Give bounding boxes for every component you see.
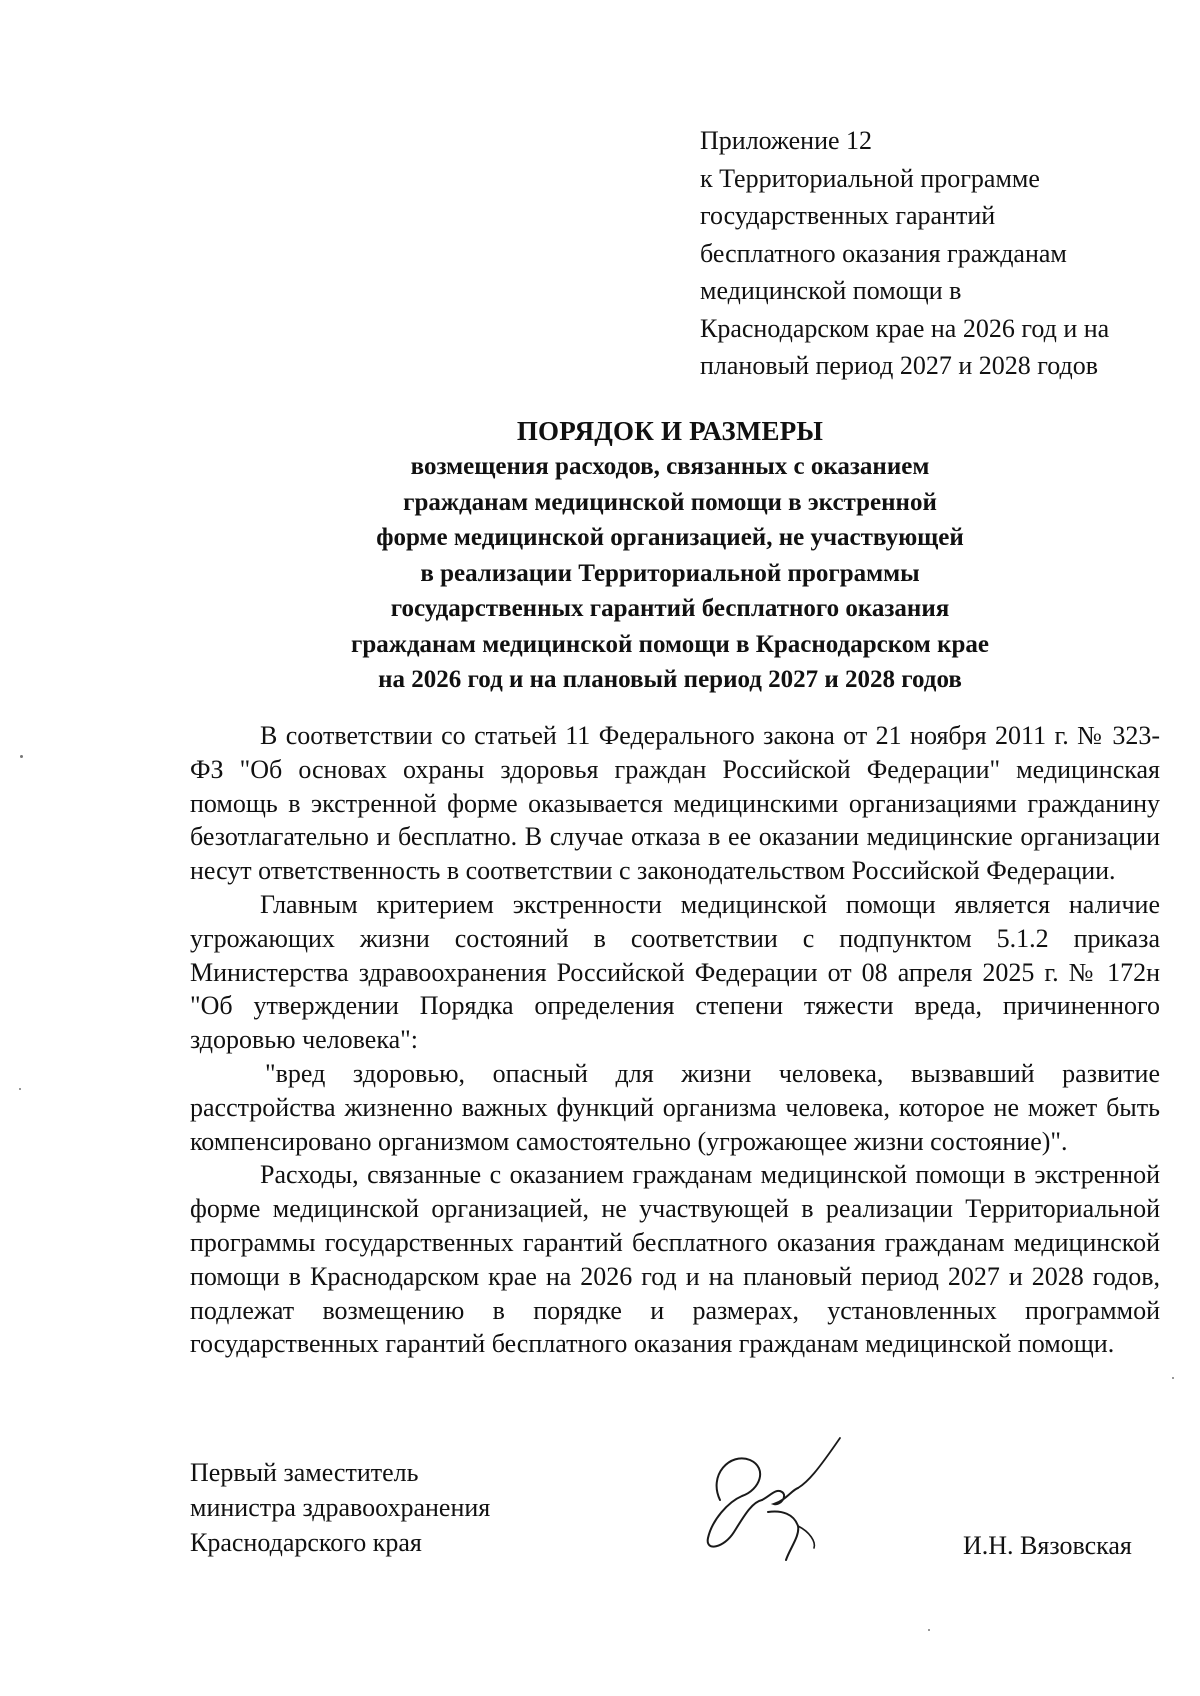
scan-speck [19,1088,21,1090]
document-title [140,413,1200,698]
body-quote-paragraph: "вред здоровью, опасный для жизни человека, вызвавший развитие расстройства жизненно важных функций организма человека, которое не может быть компенсировано организмом самостоятельно (угрожающее жизни состояние)". [190,1058,1160,1156]
title-sub-line: форме медицинской организацией, не участвующей [376,524,964,551]
signatory-position-line: министра здравоохранения [190,1493,491,1522]
appendix-line: бесплатного оказания гражданам [700,238,1067,268]
title-sub-line: государственных гарантий бесплатного оказания [390,595,950,622]
appendix-line: плановый период 2027 и 2028 годов [700,351,1099,380]
appendix-line: к Территориальной программе [700,163,1040,193]
appendix-line: Приложение 12 [700,126,873,155]
handwritten-signature [690,1430,850,1565]
scan-speck [928,1629,930,1631]
title-sub-line: в реализации Территориальной программы [420,559,920,587]
appendix-header [700,122,1160,385]
title-sub-line: на 2026 год и на плановый период 2027 и 2028 годов [378,666,962,693]
scan-speck [20,755,23,758]
signatory-position [190,1455,490,1560]
title-sub-line: гражданам медицинской помощи в экстренной [403,488,937,516]
title-subtitle [140,449,1200,698]
signatory-position-line: Краснодарского края [190,1528,422,1557]
scan-speck [1172,1377,1174,1379]
appendix-line: Краснодарском крае на 2026 год и на [700,313,1110,343]
title-sub-line: гражданам медицинской помощи в Краснодарском крае [351,630,989,658]
appendix-line: медицинской помощи в [700,276,962,305]
body-paragraph: В соответствии со статьей 11 Федерального закона от 21 ноября 2011 г. № 323-ФЗ "Об основах охраны здоровья граждан Российской Федерации" медицинская помощь в экстренной форме оказывается медицинскими организациями гражданину безотлагательно и бесплатно. В случае отказа в ее оказании медицинские организации несут ответственность в соответствии с законодательством Российской Федерации. [190,721,1160,886]
body-paragraph: Главным критерием экстренности медицинской помощи является наличие угрожающих жизни состояний в соответствии с подпунктом 5.1.2 приказа Министерства здравоохранения Российской Федерации от 08 апреля 2025 г. № 172н "Об утверждении Порядка определения степени тяжести вреда, причиненного здоровью человека": [190,889,1160,1055]
title-main: ПОРЯДОК И РАЗМЕРЫ [516,416,824,446]
signatory-position-line: Первый заместитель [190,1458,419,1487]
signatory-name: И.Н. Вязовская [963,1531,1132,1560]
title-sub-line: возмещения расходов, связанных с оказанием [410,453,930,480]
body-paragraph: Расходы, связанные с оказанием гражданам медицинской помощи в экстренной форме медицинской организацией, не участвующей в реализации Территориальной программы государственных гарантий бесплатного оказания гражданам медицинской помощи в Краснодарском крае на 2026 год и на плановый период 2027 и 2028 годов, подлежат возмещению в порядке и размерах, установленных программой государственных гарантий бесплатного оказания гражданам медицинской помощи. [190,1160,1160,1359]
document-body [190,719,1160,1361]
appendix-line: государственных гарантий [700,201,996,230]
